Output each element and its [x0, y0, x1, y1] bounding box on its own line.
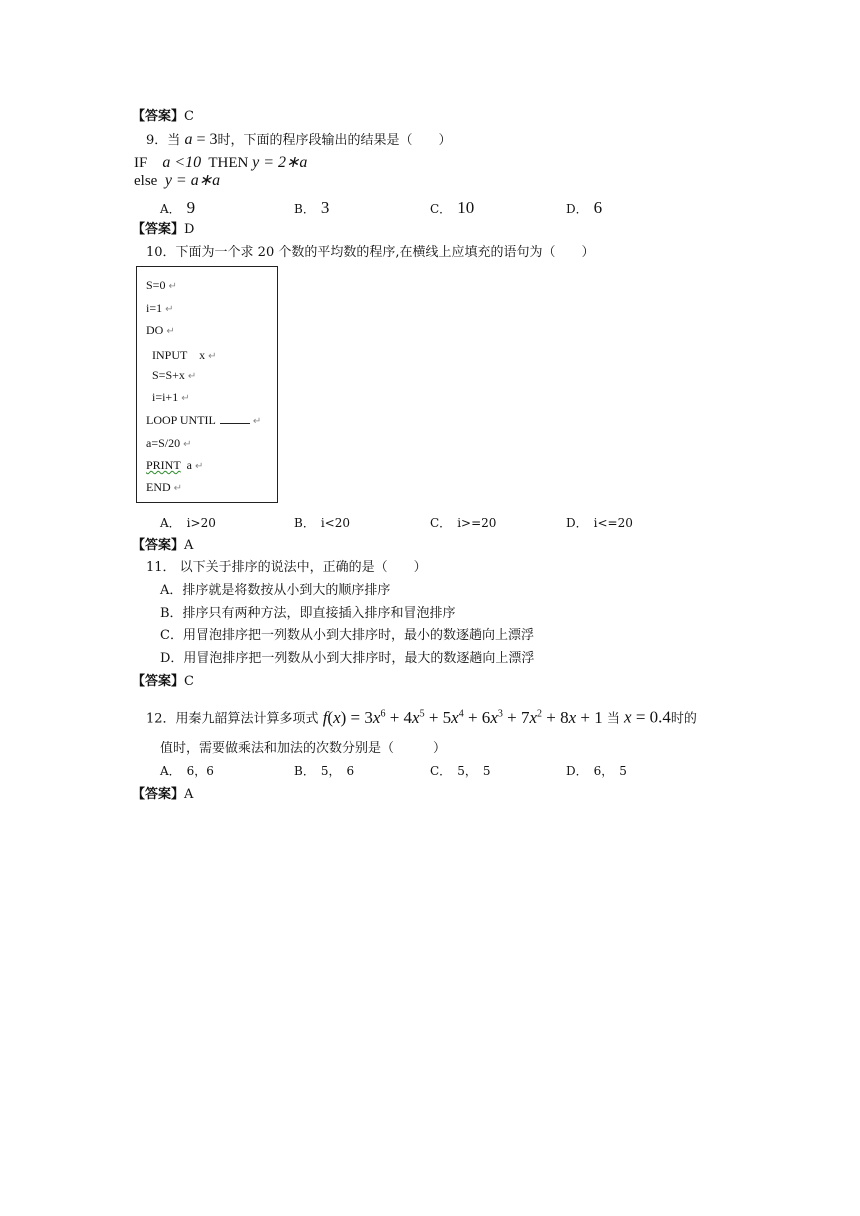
answer-value: A: [184, 787, 194, 802]
question-text: 11． 以下关于排序的说法中，正确的是（ ）: [146, 560, 427, 575]
option-text: A．排序就是将数按从小到大的顺序排序: [160, 583, 391, 598]
polynomial: $f(x) = 3x^6 + 4x^5 + 5x^4 + 6x^3 + 7x^2 + 8x + 1$: [322, 707, 603, 727]
option-value: i>=20: [457, 516, 497, 530]
answer-q10: [132, 537, 193, 555]
option-value: 9: [186, 198, 196, 217]
code-statement: y = a∗a: [164, 172, 221, 189]
option-c: [430, 762, 490, 779]
option-value: 6: [593, 198, 603, 217]
option-b: [294, 514, 350, 531]
option-label: D．: [566, 202, 588, 216]
answer-label: 【答案】: [132, 538, 185, 553]
option-c: [430, 514, 496, 531]
option-text: C．用冒泡排序把一列数从小到大排序时，最小的数逐趟向上漂浮: [160, 628, 534, 643]
option-label: B．: [294, 202, 315, 216]
option-d: [566, 762, 627, 779]
option-a: [160, 762, 214, 779]
option-label: C．: [430, 516, 452, 530]
option-value: 5， 5: [457, 764, 491, 778]
question-text: 时的: [670, 711, 697, 727]
option-label: D．: [566, 764, 588, 778]
answer-label: 【答案】: [132, 787, 185, 802]
return-mark: ↵: [252, 416, 262, 427]
option-b: [294, 198, 329, 218]
option-value: 6， 5: [593, 764, 627, 778]
question-12-line-2: [160, 740, 446, 758]
option-b: [294, 762, 354, 779]
option-label: A．: [160, 516, 181, 530]
option-c: [160, 627, 534, 645]
code-line: DO ↵: [146, 323, 175, 337]
code-line: LOOP UNTIL ↵: [146, 413, 262, 427]
option-label: A．: [160, 202, 181, 216]
option-value: i>20: [186, 516, 216, 530]
code-statement: y = 2∗a: [252, 154, 308, 171]
option-a: [160, 198, 195, 218]
option-b: [160, 605, 456, 623]
code-keyword: IF: [134, 155, 148, 171]
option-label: D．: [566, 516, 588, 530]
code-line: i=1 ↵: [146, 301, 174, 315]
option-value: 6，6: [186, 764, 214, 778]
code-keyword: PRINT: [146, 458, 181, 472]
code-line: INPUT x ↵: [152, 348, 217, 362]
option-d: [566, 514, 633, 531]
code-line: END ↵: [146, 480, 183, 494]
option-label: B．: [294, 516, 315, 530]
code-line: S=0 ↵: [146, 278, 177, 292]
return-mark: ↵: [168, 281, 177, 292]
math-var: a: [184, 131, 193, 148]
question-number: 9．: [146, 133, 168, 148]
option-text: B．排序只有两种方法，即直接插入排序和冒泡排序: [160, 606, 456, 621]
question-text: 当: [606, 711, 620, 727]
question-11: [146, 559, 427, 577]
return-mark: ↵: [195, 461, 204, 472]
option-label: C．: [430, 202, 452, 216]
option-d: [566, 198, 602, 218]
question-9: [146, 131, 451, 150]
answer-q12: [132, 786, 193, 804]
program-code-box: [136, 266, 278, 503]
code-keyword: else: [134, 173, 158, 189]
math-eq: = 3: [192, 131, 218, 148]
return-mark: ↵: [187, 371, 197, 382]
return-mark: ↵: [173, 483, 183, 494]
question-10: [146, 244, 594, 262]
code-line: S=S+x ↵: [152, 368, 197, 382]
code-keyword: THEN: [208, 155, 249, 171]
option-a: [160, 582, 390, 600]
option-label: C．: [430, 764, 452, 778]
question-text: 时，下面的程序段输出的结果是（ ）: [217, 133, 452, 148]
option-value: i<20: [320, 516, 350, 530]
question-text: 当: [167, 133, 181, 148]
option-value: 10: [457, 198, 475, 217]
fill-blank: [220, 413, 250, 424]
option-d: [160, 650, 534, 668]
option-value: 5， 6: [320, 764, 355, 778]
option-label: B．: [294, 764, 315, 778]
option-text: D．用冒泡排序把一列数从小到大排序时，最大的数逐趟向上漂浮: [160, 651, 535, 666]
return-mark: ↵: [166, 326, 175, 337]
answer-label: 【答案】: [132, 109, 185, 124]
option-label: A．: [160, 764, 181, 778]
answer-q9: [132, 221, 194, 239]
q9-code-line-1: [134, 154, 307, 172]
question-12: [146, 703, 697, 731]
answer-value: C: [184, 674, 194, 689]
answer-label: 【答案】: [132, 674, 185, 689]
option-value: i<=20: [593, 516, 633, 530]
option-c: [430, 198, 474, 218]
question-text: 值时，需要做乘法和加法的次数分别是（ ）: [160, 741, 447, 756]
code-condition: a <10: [162, 154, 202, 171]
return-mark: ↵: [165, 304, 174, 315]
code-line: i=i+1 ↵: [152, 390, 190, 404]
return-mark: ↵: [181, 393, 190, 404]
code-line: a=S/20 ↵: [146, 436, 192, 450]
question-text: 12．用秦九韶算法计算多项式: [146, 711, 319, 727]
answer-q8: [132, 108, 194, 126]
answer-value: D: [184, 222, 195, 237]
answer-q11: [132, 673, 194, 691]
question-text: 10．下面为一个求 20 个数的平均数的程序,在横线上应填充的语句为（ ）: [146, 245, 595, 260]
option-value: 3: [320, 198, 330, 217]
option-a: [160, 514, 216, 531]
code-line: PRINT a ↵: [146, 458, 204, 472]
q9-code-line-2: [134, 172, 220, 190]
return-mark: ↵: [183, 439, 192, 450]
answer-label: 【答案】: [132, 222, 185, 237]
answer-value: A: [184, 538, 194, 553]
condition: x = 0.4: [624, 707, 671, 727]
answer-value: C: [184, 109, 194, 124]
return-mark: ↵: [208, 351, 217, 362]
